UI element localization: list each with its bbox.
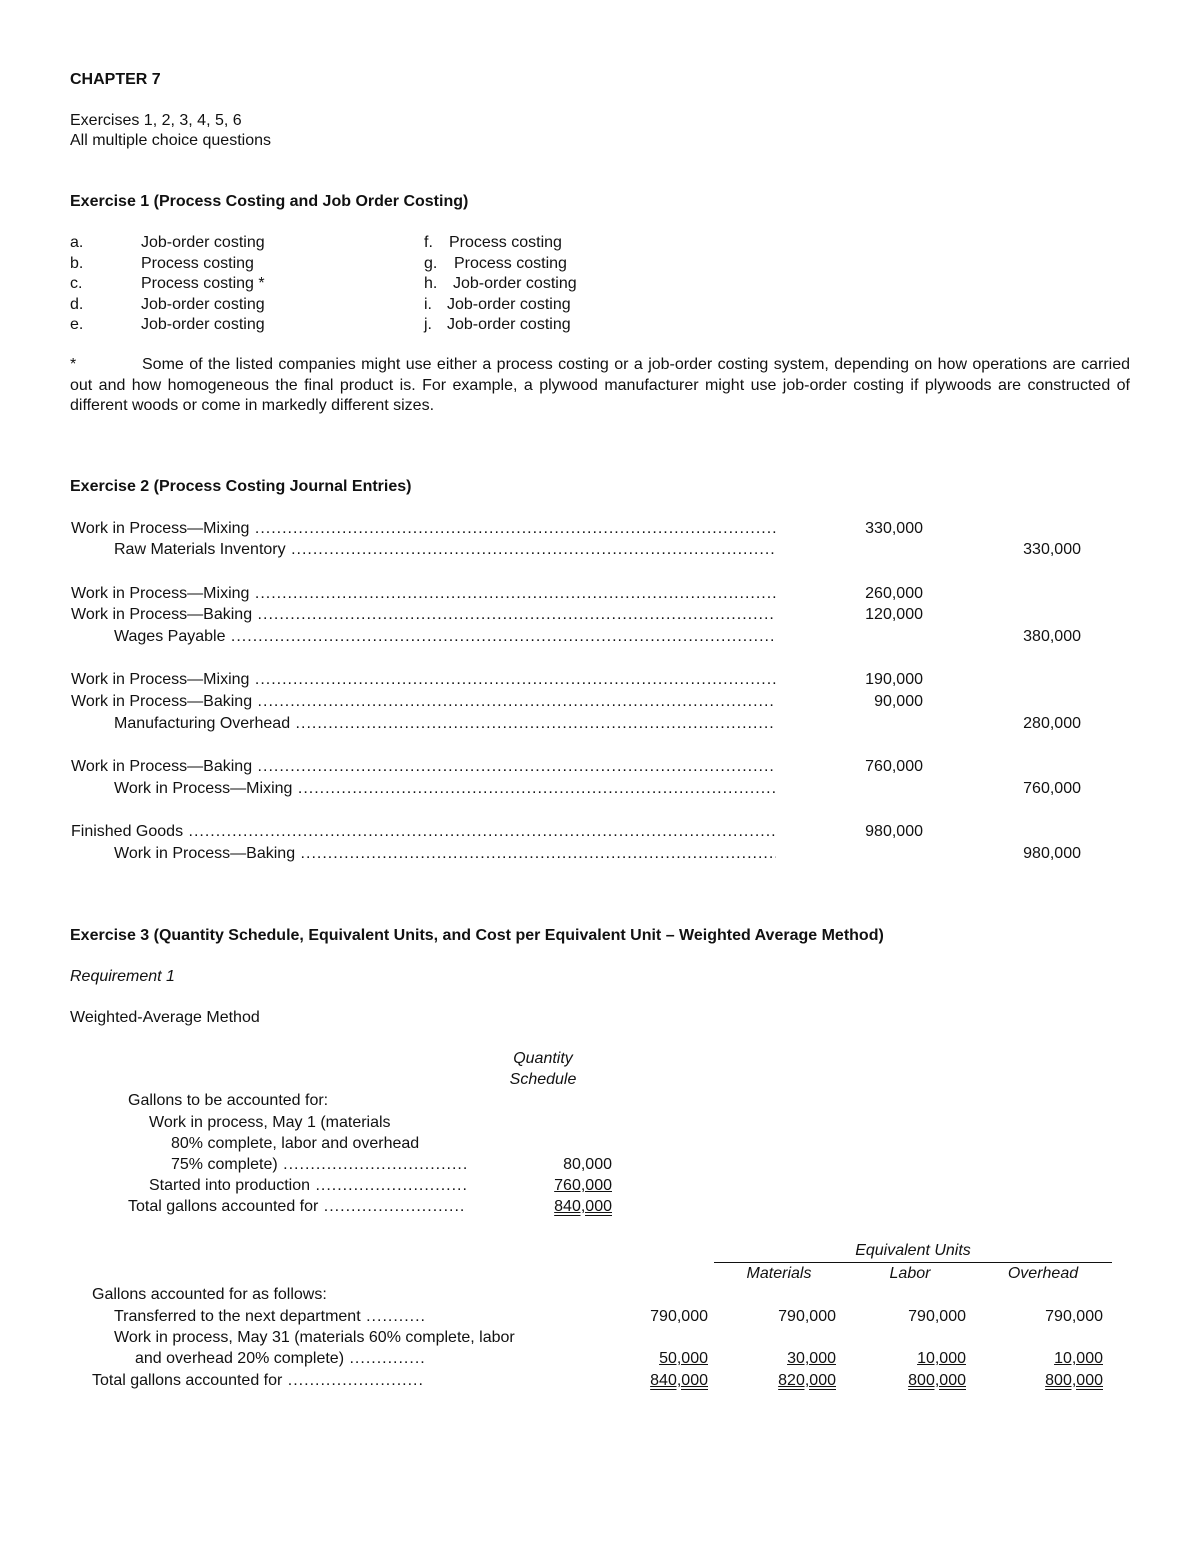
qty-row-label: 75% complete) ..... <box>171 1155 466 1175</box>
questions-line: All multiple choice questions <box>70 132 271 149</box>
journal-account: Manufacturing Overhead ..... <box>114 714 776 734</box>
journal-credit: 330,000 <box>1023 541 1081 558</box>
note-marker: * <box>70 356 77 373</box>
eq-col-overhead: Overhead <box>1007 1265 1079 1282</box>
qty-row-value: 80,000 <box>563 1156 612 1173</box>
journal-account: Work in Process—Baking ..... <box>114 844 776 864</box>
note-text: Some of the listed companies might use either a process costing or a job-order costing system, depending on how operations are carried out and how homogeneous the final product is. For example, a plywood manufacturer might use job-order costing if plywoods are constructed of different woods or come in markedly different sizes. <box>70 356 1130 414</box>
journal-account: Work in Process—Mixing ..... <box>71 670 776 690</box>
answer-letter: j. <box>424 316 432 333</box>
qty-row-label: Total gallons accounted for ..... <box>128 1197 466 1217</box>
journal-credit: 280,000 <box>1023 715 1081 732</box>
eq-header: Equivalent Units <box>855 1242 971 1259</box>
eq-caption: Gallons accounted for as follows: <box>92 1286 327 1303</box>
answer-text: Job-order costing <box>141 316 265 333</box>
eq-overhead: 10,000 <box>1054 1350 1103 1367</box>
exercises-line: Exercises 1, 2, 3, 4, 5, 6 <box>70 112 242 129</box>
qty-header: Schedule <box>509 1071 577 1088</box>
journal-credit: 380,000 <box>1023 628 1081 645</box>
journal-credit: 980,000 <box>1023 845 1081 862</box>
eq-row-label: and overhead 20% complete) ..... <box>135 1349 424 1369</box>
answer-letter: h. <box>424 275 438 292</box>
answer-letter: c. <box>70 275 83 292</box>
eq-overhead: 800,000 <box>1045 1372 1103 1389</box>
answer-text: Job-order costing <box>447 316 571 333</box>
answer-text: Process costing <box>141 254 254 272</box>
journal-account: Work in Process—Baking ..... <box>71 757 776 777</box>
eq-labor: 10,000 <box>917 1350 966 1367</box>
answer-letter: b. <box>70 254 84 272</box>
answer-text: Job-order costing <box>447 295 571 313</box>
journal-account: Raw Materials Inventory ..... <box>114 540 776 560</box>
qty-row-value: 840,000 <box>554 1198 612 1215</box>
qty-caption: Gallons to be accounted for: <box>128 1092 329 1109</box>
qty-row-value: 760,000 <box>554 1177 612 1194</box>
answer-letter: g. <box>424 254 438 272</box>
journal-account: Finished Goods ..... <box>71 822 776 842</box>
answer-text: Process costing <box>454 254 567 272</box>
eq-qty: 50,000 <box>659 1350 708 1367</box>
exercise1-title: Exercise 1 (Process Costing and Job Order Costing) <box>70 193 469 210</box>
eq-col-labor: Labor <box>889 1265 931 1282</box>
journal-account: Work in Process—Mixing ..... <box>114 779 776 799</box>
journal-account: Wages Payable ..... <box>114 627 776 647</box>
journal-debit: 120,000 <box>865 606 923 623</box>
answer-letter: e. <box>70 316 84 333</box>
answer-text: Process costing <box>449 234 562 251</box>
qty-header: Quantity <box>513 1050 573 1067</box>
answer-letter: d. <box>70 295 84 313</box>
answer-text: Job-order costing <box>453 275 577 292</box>
eq-materials: 820,000 <box>778 1372 836 1389</box>
journal-debit: 260,000 <box>865 585 923 602</box>
eq-row-label: Transferred to the next department ..... <box>114 1307 424 1327</box>
eq-header-rule <box>714 1262 1112 1263</box>
eq-materials: 30,000 <box>787 1350 836 1367</box>
journal-account: Work in Process—Mixing ..... <box>71 519 776 539</box>
answer-letter: f. <box>424 234 433 251</box>
exercise1-note <box>70 355 1130 417</box>
eq-overhead: 790,000 <box>1045 1308 1103 1325</box>
journal-debit: 90,000 <box>874 693 923 710</box>
eq-materials: 790,000 <box>778 1308 836 1325</box>
eq-qty: 840,000 <box>650 1372 708 1389</box>
eq-labor: 790,000 <box>908 1308 966 1325</box>
journal-account: Work in Process—Baking ..... <box>71 692 776 712</box>
answer-text: Process costing * <box>141 275 265 292</box>
chapter-title: CHAPTER 7 <box>70 71 161 88</box>
journal-debit: 980,000 <box>865 823 923 840</box>
journal-account: Work in Process—Baking ..... <box>71 605 776 625</box>
requirement-label: Requirement 1 <box>70 968 175 985</box>
qty-row-label: Work in process, May 1 (materials <box>149 1114 391 1131</box>
exercise3-title: Exercise 3 (Quantity Schedule, Equivalent Units, and Cost per Equivalent Unit – Weighted Average Method) <box>70 927 884 944</box>
answer-text: Job-order costing <box>141 234 265 251</box>
journal-credit: 760,000 <box>1023 780 1081 797</box>
answer-letter: i. <box>424 295 432 313</box>
journal-debit: 190,000 <box>865 671 923 688</box>
method-label: Weighted-Average Method <box>70 1009 260 1026</box>
exercise2-title: Exercise 2 (Process Costing Journal Entries) <box>70 478 412 495</box>
qty-row-label: Started into production ..... <box>149 1176 466 1196</box>
eq-row-label: Total gallons accounted for ..... <box>92 1371 424 1391</box>
answer-text: Job-order costing <box>141 295 265 313</box>
eq-row-label: Work in process, May 31 (materials 60% complete, labor <box>114 1329 515 1346</box>
eq-qty: 790,000 <box>650 1308 708 1325</box>
eq-labor: 800,000 <box>908 1372 966 1389</box>
journal-debit: 330,000 <box>865 520 923 537</box>
eq-col-materials: Materials <box>746 1265 812 1282</box>
answer-letter: a. <box>70 234 84 251</box>
journal-account: Work in Process—Mixing ..... <box>71 584 776 604</box>
journal-debit: 760,000 <box>865 758 923 775</box>
qty-row-label: 80% complete, labor and overhead <box>171 1135 420 1152</box>
